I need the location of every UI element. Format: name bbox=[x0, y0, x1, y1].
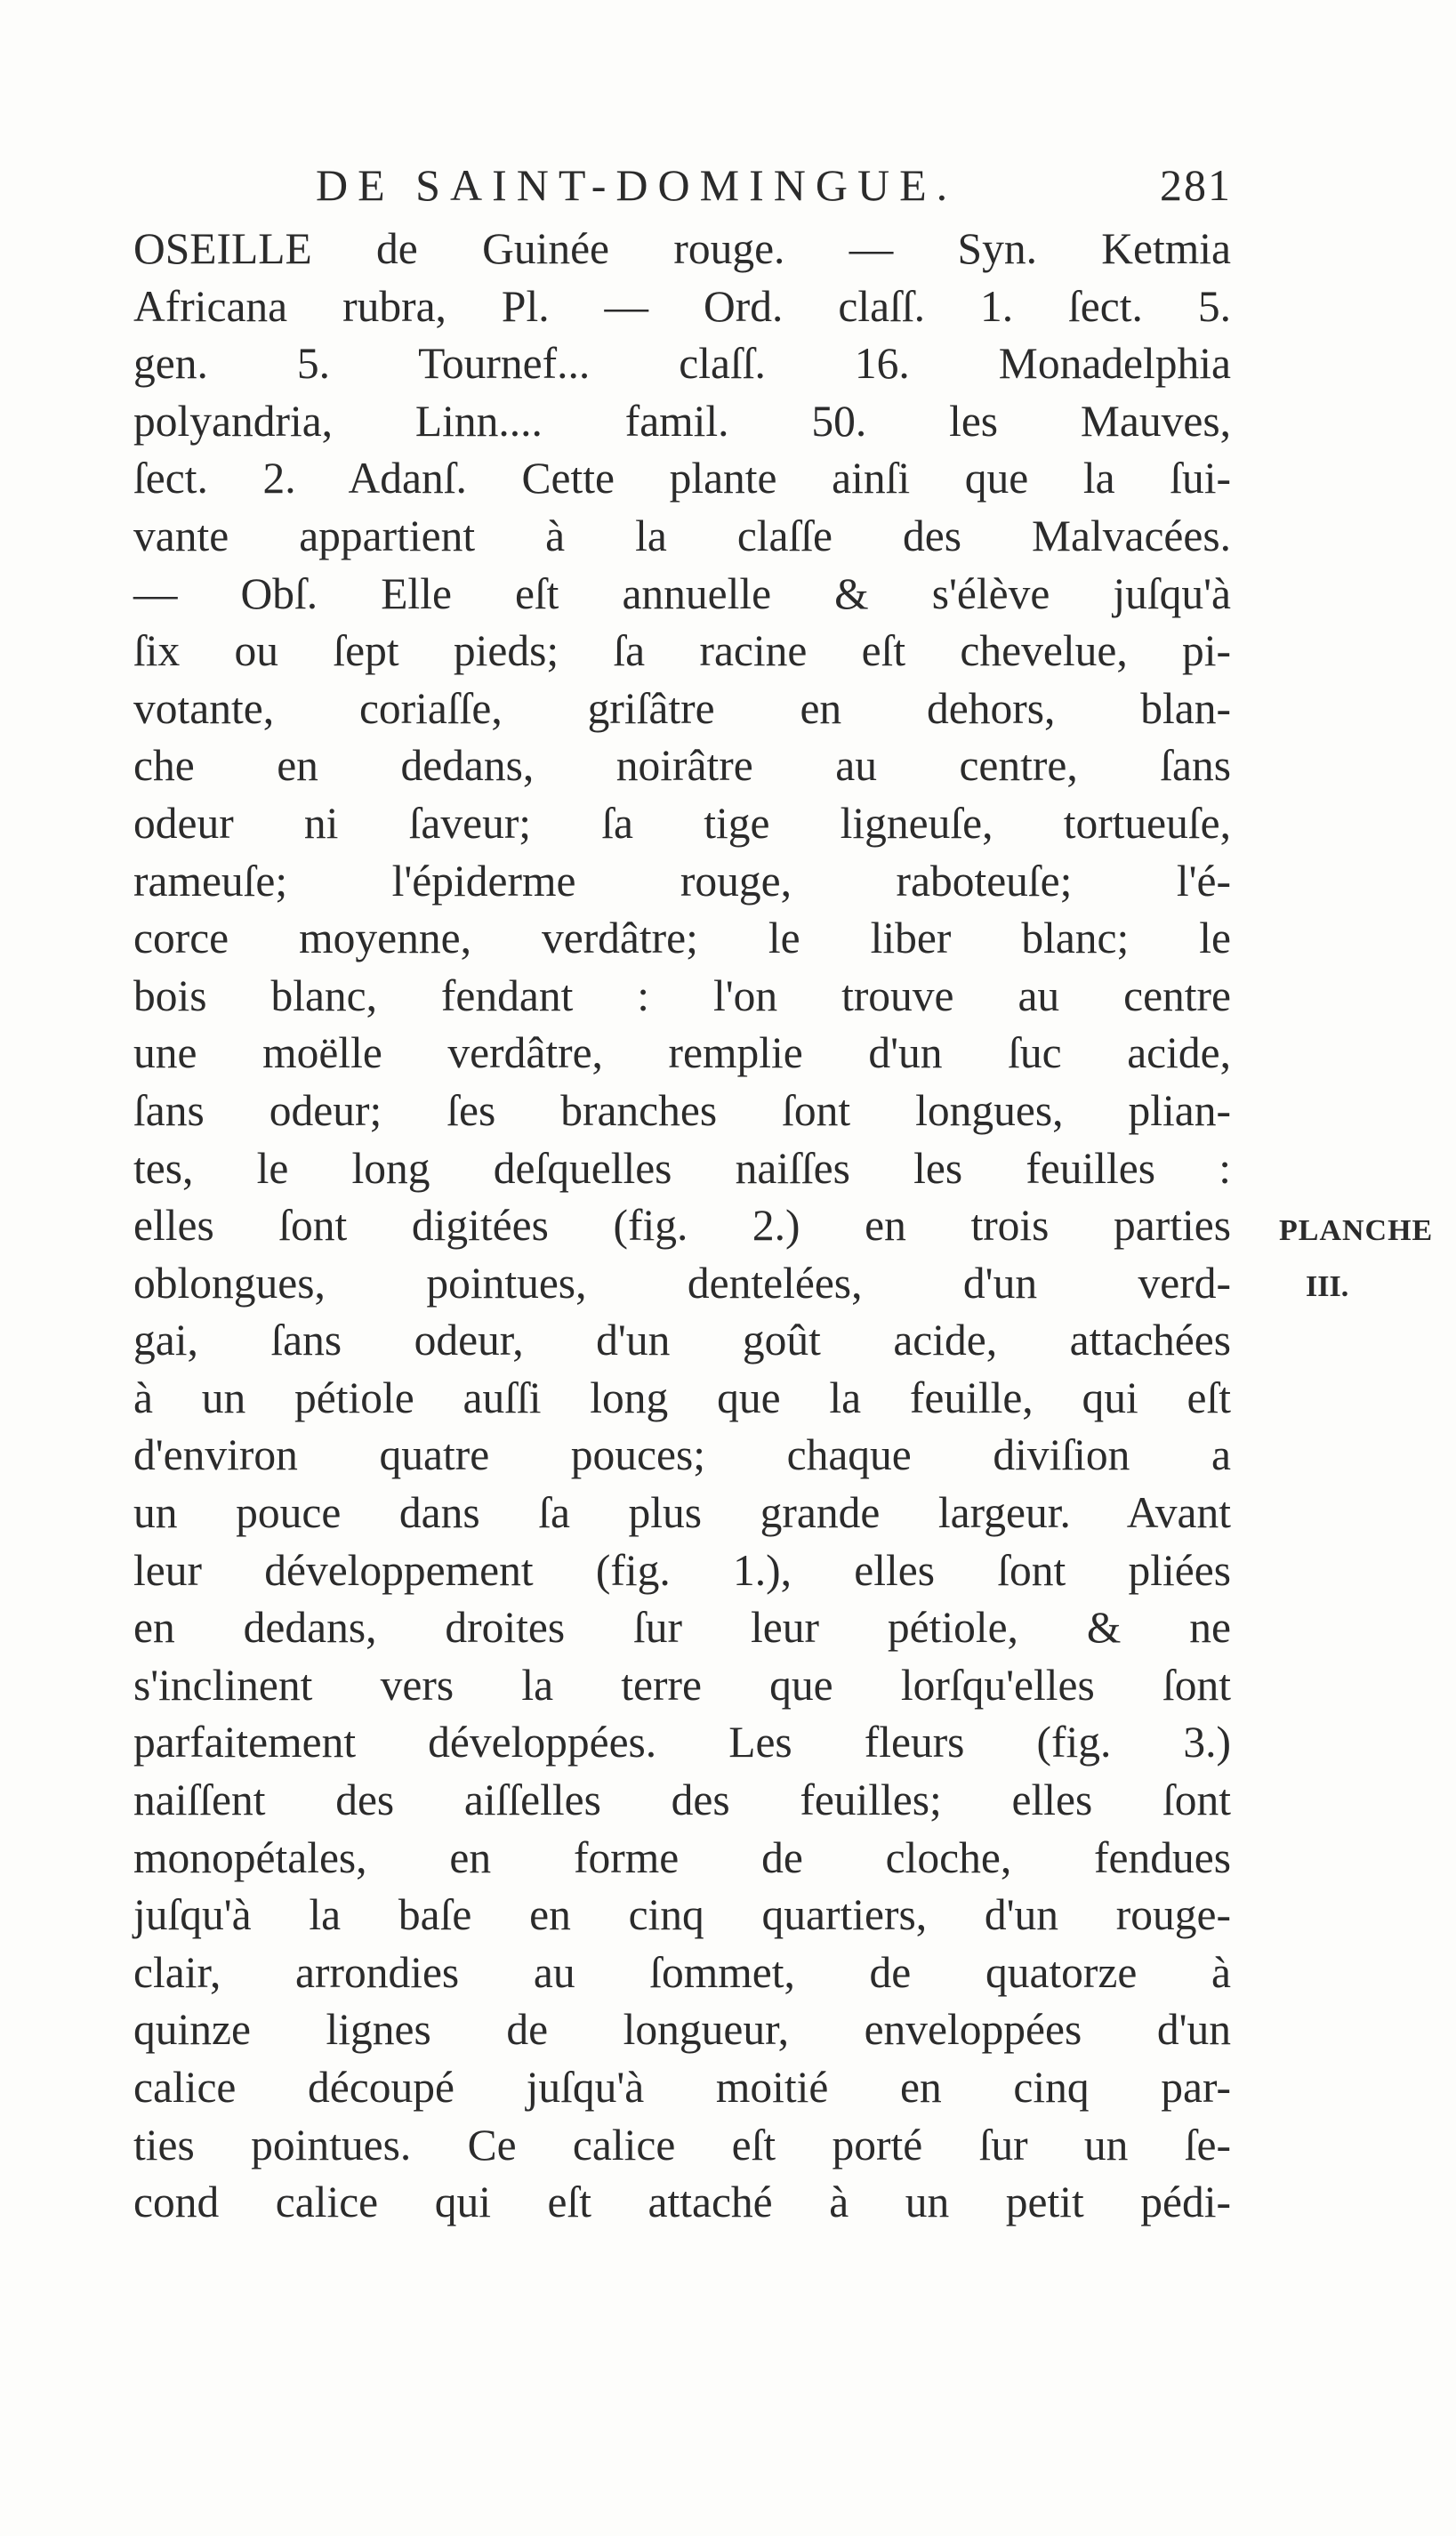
page-number: 281 bbox=[1160, 160, 1232, 210]
body-text bbox=[133, 221, 1231, 2232]
text-line: odeur ni ſaveur; ſa tige ligneuſe, tortueuſe, bbox=[133, 798, 1231, 848]
text-line: monopétales, en forme de cloche, fendues bbox=[133, 1832, 1231, 1882]
text-line: un pouce dans ſa plus grande largeur. Avant bbox=[133, 1488, 1231, 1538]
text-line: à un pétiole auſſi long que la feuille, qui eſt bbox=[133, 1373, 1231, 1422]
running-head-title: DE SAINT-DOMINGUE. bbox=[316, 160, 958, 210]
text-line: parfaitement développées. Les fleurs (fig. 3.) bbox=[133, 1718, 1231, 1767]
text-line: naiſſent des aiſſelles des feuilles; elles ſont bbox=[133, 1775, 1231, 1825]
text-line: une moëlle verdâtre, remplie d'un ſuc acide, bbox=[133, 1028, 1231, 1078]
text-line: calice découpé juſqu'à moitié en cinq par- bbox=[133, 2063, 1231, 2112]
text-line: ties pointues. Ce calice eſt porté ſur un ſe- bbox=[133, 2120, 1231, 2170]
text-line: gen. 5. Tournef... claſſ. 16. Monadelphia bbox=[133, 339, 1231, 389]
text-line: cond calice qui eſt attaché à un petit pédi- bbox=[133, 2178, 1231, 2227]
text-line: Africana rubra, Pl. — Ord. claſſ. 1. ſect. 5. bbox=[133, 281, 1231, 331]
text-line: vante appartient à la claſſe des Malvacées. bbox=[133, 511, 1231, 560]
margin-note-planche: PLANCHE bbox=[1279, 1214, 1434, 1247]
text-line: OSEILLE de Guinée rouge. — Syn. Ketmia bbox=[133, 224, 1231, 273]
text-line: votante, coriaſſe, griſâtre en dehors, blan- bbox=[133, 683, 1231, 733]
text-line: en dedans, droites ſur leur pétiole, & ne bbox=[133, 1603, 1231, 1653]
text-line: clair, arrondies au ſommet, de quatorze à bbox=[133, 1947, 1231, 1997]
text-line: ſix ou ſept pieds; ſa racine eſt chevelue, pi- bbox=[133, 626, 1231, 676]
text-line: che en dedans, noirâtre au centre, ſans bbox=[133, 741, 1231, 791]
text-line: oblongues, pointues, dentelées, d'un verd- bbox=[133, 1258, 1231, 1308]
text-line: quinze lignes de longueur, enveloppées d'un bbox=[133, 2005, 1231, 2055]
text-line: ſect. 2. Adanſ. Cette plante ainſi que la ſui- bbox=[133, 454, 1231, 503]
text-line: juſqu'à la baſe en cinq quartiers, d'un rouge- bbox=[133, 1890, 1231, 1940]
text-line: polyandria, Linn.... famil. 50. les Mauves, bbox=[133, 396, 1231, 446]
text-line: d'environ quatre pouces; chaque diviſion a bbox=[133, 1430, 1231, 1480]
margin-note-plate-number: III. bbox=[1306, 1270, 1349, 1303]
text-line: — Obſ. Elle eſt annuelle & s'élève juſqu'à bbox=[133, 568, 1231, 618]
text-line: bois blanc, fendant : l'on trouve au centre bbox=[133, 970, 1231, 1020]
text-line: s'inclinent vers la terre que lorſqu'elles ſont bbox=[133, 1660, 1231, 1710]
text-line: corce moyenne, verdâtre; le liber blanc; le bbox=[133, 914, 1231, 963]
text-line: rameuſe; l'épiderme rouge, raboteuſe; l'é- bbox=[133, 856, 1231, 906]
text-line: leur développement (fig. 1.), elles ſont pliées bbox=[133, 1545, 1231, 1595]
text-line: gai, ſans odeur, d'un goût acide, attachées bbox=[133, 1316, 1231, 1365]
text-line: tes, le long deſquelles naiſſes les feuilles : bbox=[133, 1143, 1231, 1193]
text-line: ſans odeur; ſes branches ſont longues, plian- bbox=[133, 1085, 1231, 1135]
text-line: elles ſont digitées (fig. 2.) en trois parties bbox=[133, 1201, 1231, 1251]
running-head bbox=[316, 158, 1232, 212]
